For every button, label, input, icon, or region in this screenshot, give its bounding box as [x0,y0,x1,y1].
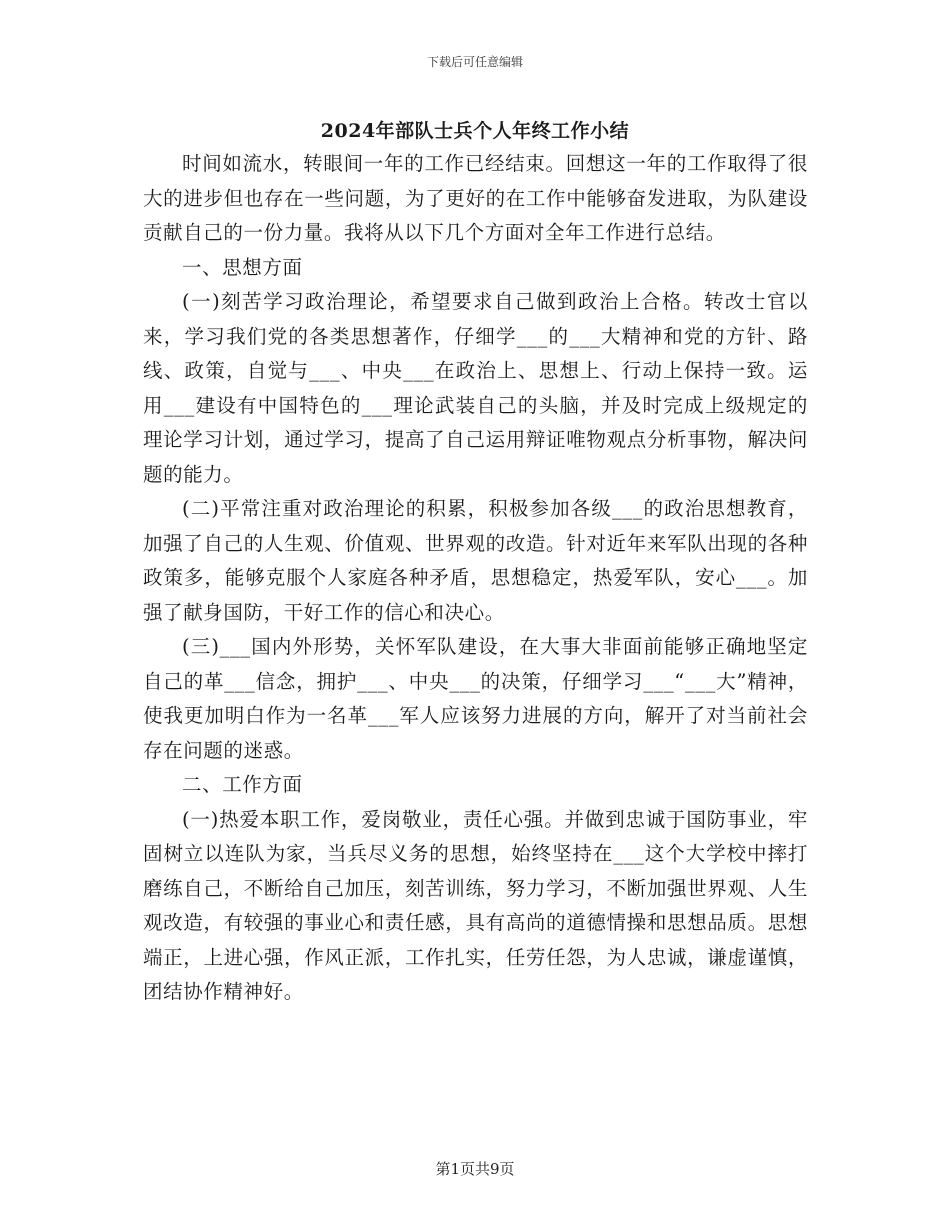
paragraph-intro: 时间如流水，转眼间一年的工作已经结束。回想这一年的工作取得了很大的进步但也存在一些问题，为了更好的在工作中能够奋发进取，为队建设贡献自己的一份力量。我将从以下几个方面对全年工作进行总结。 [143,152,808,244]
paragraph-thought-2: (二)平常注重对政治理论的积累，积极参加各级___的政治思想教育，加强了自己的人生观、价值观、世界观的改造。针对近年来军队出现的各种政策多，能够克服个人家庭各种矛盾，思想稳定，热爱军队，安心___。加强了献身国防，干好工作的信心和决心。 [143,497,808,624]
paragraph-thought-3: (三)___国内外形势，关怀军队建设，在大事大非面前能够正确地坚定自己的革___信念，拥护___、中央___的决策，仔细学习___“___大”精神，使我更加明白作为一名革___军人应该努力进展的方向，解开了对当前社会存在问题的迷惑。 [143,635,808,762]
page-number: 第1页共9页 [435,1160,515,1178]
document-title: 2024年部队士兵个人年终工作小结 [320,120,630,142]
paragraph-thought-1: (一)刻苦学习政治理论，希望要求自己做到政治上合格。转改士官以来，学习我们党的各类思想著作，仔细学___的___大精神和党的方针、路线、政策，自觉与___、中央___在政治上、思想上、行动上保持一致。运用___建设有中国特色的___理论武装自己的头脑，并及时完成上级规定的理论学习计划，通过学习，提高了自己运用辩证唯物观点分析事物，解决问题的能力。 [143,290,808,486]
paragraph-work-1: (一)热爱本职工作，爱岗敬业，责任心强。并做到忠诚于国防事业，牢固树立以连队为家，当兵尽义务的思想，始终坚持在___这个大学校中摔打磨练自己，不断给自己加压，刻苦训练，努力学习，不断加强世界观、人生观改造，有较强的事业心和责任感，具有高尚的道德情操和思想品质。思想端正，上进心强，作风正派，工作扎实，任劳任怨，为人忠诚，谦虚谨慎，团结协作精神好。 [143,807,808,1003]
section-heading-thought: 一、思想方面 [182,255,303,279]
section-heading-work: 二、工作方面 [182,773,303,796]
header-note: 下载后可任意编辑 [426,55,523,69]
document-body [143,147,808,1010]
